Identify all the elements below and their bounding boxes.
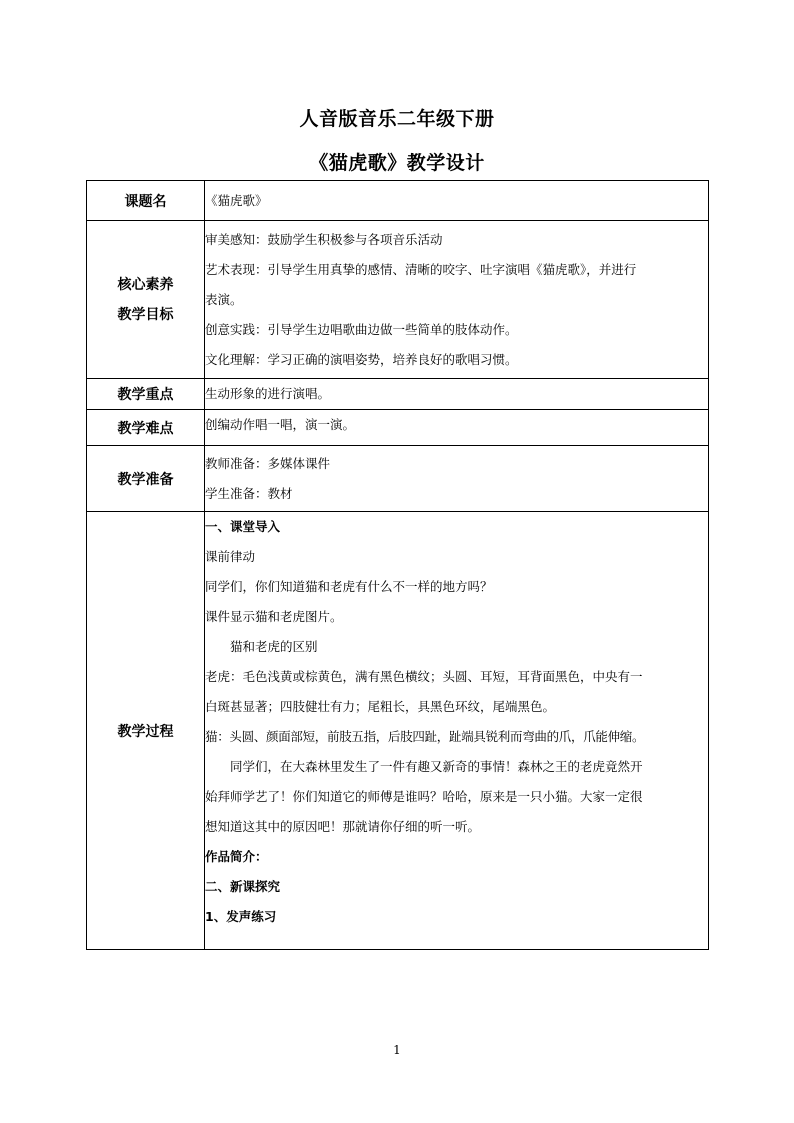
process-line: 课件显示猫和老虎图片。	[205, 609, 343, 624]
key-point-value: 生动形象的进行演唱。	[205, 379, 709, 410]
table-row-preparation	[87, 446, 709, 512]
goals-content	[205, 221, 709, 379]
page-number: 1	[393, 1043, 401, 1057]
difficulty-value: 创编动作唱一唱，演一演。	[205, 410, 709, 446]
process-line: 猫和老虎的区别	[230, 639, 318, 654]
row-label-goals-line2: 教学目标	[117, 306, 174, 323]
process-content	[205, 512, 709, 950]
table-row-difficulty	[87, 410, 709, 446]
process-line: 猫：头圆、颜面部短，前肢五指，后肢四趾，趾端具锐利而弯曲的爪，爪能伸缩。	[205, 729, 645, 744]
process-line: 同学们，你们知道猫和老虎有什么不一样的地方吗？	[205, 579, 493, 594]
section-heading-new-lesson: 二、新课探究	[205, 879, 281, 894]
topic-value: 《猫虎歌》	[205, 181, 709, 221]
table-row-goals	[87, 221, 709, 379]
goal-aesthetic: 审美感知：鼓励学生积极参与各项音乐活动	[205, 231, 443, 247]
row-label-key-point: 教学重点	[87, 379, 205, 410]
goal-artistic-line2: 表演。	[205, 291, 243, 307]
goal-artistic-line1: 艺术表现：引导学生用真挚的感情、清晰的咬字、吐字演唱《猫虎歌》，并进行	[205, 261, 637, 277]
process-line: 白斑甚显著；四肢健壮有力；尾粗长，具黑色环纹，尾端黑色。	[205, 699, 556, 714]
teacher-preparation: 教师准备：多媒体课件	[205, 455, 331, 471]
document-title: 人音版音乐二年级下册	[299, 108, 495, 130]
table-row-process	[87, 512, 709, 950]
lesson-plan-table	[86, 180, 709, 950]
process-line: 始拜师学艺了！你们知道它的师傅是谁吗？哈哈，原来是一只小猫。大家一定很	[205, 789, 643, 804]
row-label-goals	[87, 221, 205, 379]
row-label-goals-line1: 核心素养	[117, 276, 174, 293]
section-heading-vocal-practice: 1、发声练习	[205, 909, 277, 924]
row-label-preparation: 教学准备	[87, 446, 205, 512]
table-row-topic	[87, 181, 709, 221]
student-preparation: 学生准备：教材	[205, 485, 293, 501]
process-line: 同学们，在大森林里发生了一件有趣又新奇的事情！森林之王的老虎竟然开	[230, 759, 643, 774]
row-label-topic: 课题名	[87, 181, 205, 221]
row-label-process: 教学过程	[87, 512, 205, 950]
section-heading-intro: 一、课堂导入	[205, 519, 281, 534]
process-line: 老虎：毛色浅黄或棕黄色，满有黑色横纹；头圆、耳短，耳背面黑色，中央有一	[205, 669, 643, 684]
row-label-difficulty: 教学难点	[87, 410, 205, 446]
goal-creative: 创意实践：引导学生边唱歌曲边做一些简单的肢体动作。	[205, 321, 518, 337]
process-line: 课前律动	[205, 549, 256, 564]
table-row-key-point	[87, 379, 709, 410]
document-subtitle: 《猫虎歌》教学设计	[309, 152, 485, 174]
section-heading-intro-work: 作品简介：	[205, 849, 268, 864]
preparation-content	[205, 446, 709, 512]
goal-cultural: 文化理解：学习正确的演唱姿势，培养良好的歌唱习惯。	[205, 351, 518, 367]
process-line: 想知道这其中的原因吧！那就请你仔细的听一听。	[205, 819, 481, 834]
